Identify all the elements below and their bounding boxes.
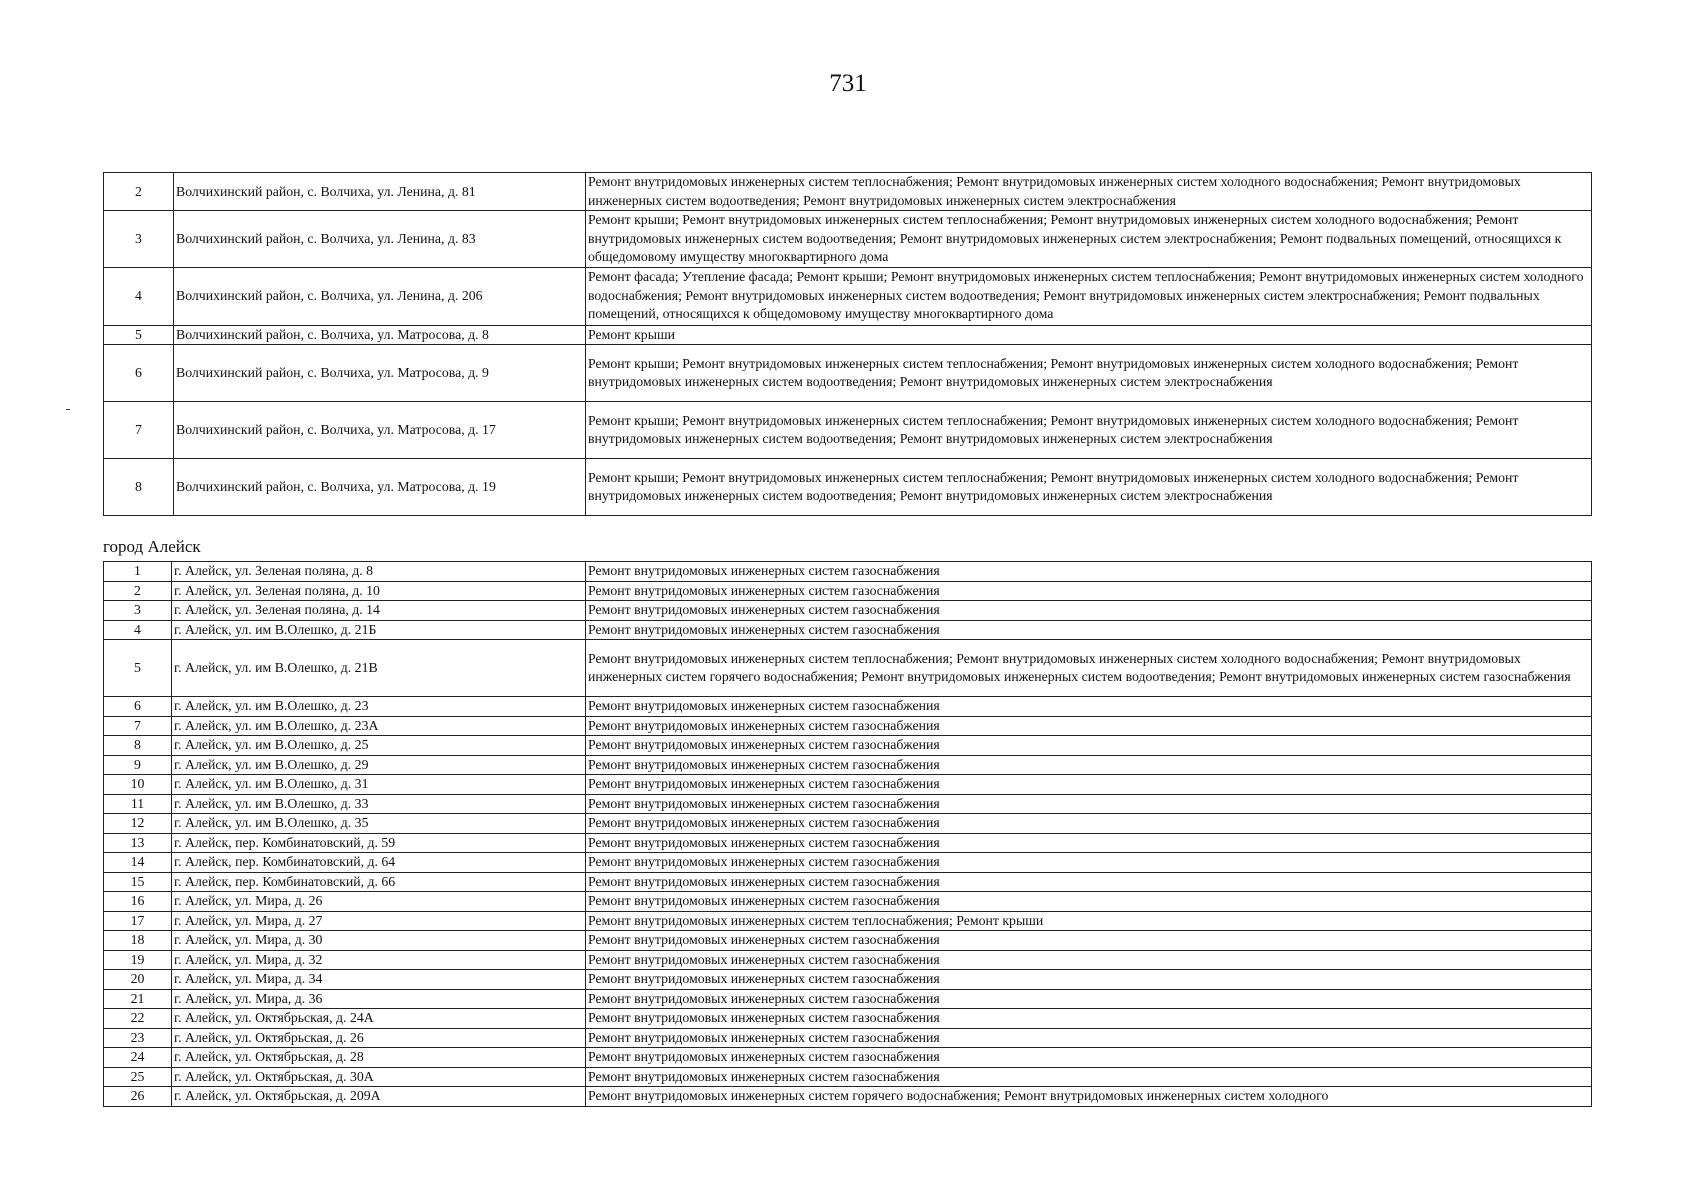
row-address: г. Алейск, ул. Зеленая поляна, д. 14 <box>172 601 586 621</box>
table-row <box>104 459 1592 516</box>
row-number: 21 <box>104 989 172 1009</box>
row-address: г. Алейск, ул. Мира, д. 27 <box>172 911 586 931</box>
row-address: Волчихинский район, с. Волчиха, ул. Ленина, д. 206 <box>174 267 586 325</box>
row-address: Волчихинский район, с. Волчиха, ул. Матросова, д. 19 <box>174 459 586 516</box>
row-works: Ремонт фасада; Утепление фасада; Ремонт крыши; Ремонт внутридомовых инженерных систем теплоснабжения; Ремонт внутридомовых инженерных систем холодного водоснабжения; Ремонт внутридомовых инженерных систем водоотведения; Ремонт внутридомовых инженерных систем электроснабжения; Ремонт подвальных помещений, относящихся к общедомовому имуществу многоквартирного дома <box>586 267 1592 325</box>
row-works: Ремонт крыши; Ремонт внутридомовых инженерных систем теплоснабжения; Ремонт внутридомовых инженерных систем холодного водоснабжения; Ремонт внутридомовых инженерных систем водоотведения; Ремонт внутридомовых инженерных систем электроснабжения <box>586 402 1592 459</box>
row-works: Ремонт внутридомовых инженерных систем газоснабжения <box>586 872 1592 892</box>
row-number: 5 <box>104 640 172 697</box>
row-address: г. Алейск, ул. Октябрьская, д. 24А <box>172 1009 586 1029</box>
row-address: г. Алейск, ул. им В.Олешко, д. 21В <box>172 640 586 697</box>
table-row <box>104 173 1592 211</box>
row-address: г. Алейск, ул. Мира, д. 34 <box>172 970 586 990</box>
table-row <box>104 697 1592 717</box>
row-works: Ремонт внутридомовых инженерных систем газоснабжения <box>586 794 1592 814</box>
row-works: Ремонт внутридомовых инженерных систем газоснабжения <box>586 853 1592 873</box>
table-row <box>104 640 1592 697</box>
table-row <box>104 1009 1592 1029</box>
row-works: Ремонт внутридомовых инженерных систем теплоснабжения; Ремонт внутридомовых инженерных систем холодного водоснабжения; Ремонт внутридомовых инженерных систем горячего водоснабжения; Ремонт внутридомовых инженерных систем водоотведения; Ремонт внутридомовых инженерных систем газоснабжения <box>586 640 1592 697</box>
row-address: Волчихинский район, с. Волчиха, ул. Матросова, д. 9 <box>174 345 586 402</box>
row-address: Волчихинский район, с. Волчиха, ул. Ленина, д. 83 <box>174 211 586 268</box>
row-address: г. Алейск, ул. Октябрьская, д. 28 <box>172 1048 586 1068</box>
row-works: Ремонт крыши; Ремонт внутридомовых инженерных систем теплоснабжения; Ремонт внутридомовых инженерных систем холодного водоснабжения; Ремонт внутридомовых инженерных систем водоотведения; Ремонт внутридомовых инженерных систем электроснабжения <box>586 345 1592 402</box>
row-address: г. Алейск, ул. Мира, д. 32 <box>172 950 586 970</box>
table-row <box>104 794 1592 814</box>
table-row <box>104 1087 1592 1107</box>
row-address: г. Алейск, ул. им В.Олешко, д. 35 <box>172 814 586 834</box>
row-works: Ремонт крыши <box>586 325 1592 345</box>
row-address: г. Алейск, ул. Мира, д. 36 <box>172 989 586 1009</box>
row-works: Ремонт внутридомовых инженерных систем газоснабжения <box>586 814 1592 834</box>
row-address: г. Алейск, ул. им В.Олешко, д. 25 <box>172 736 586 756</box>
row-number: 2 <box>104 173 174 211</box>
table-row <box>104 620 1592 640</box>
table-row <box>104 402 1592 459</box>
row-number: 17 <box>104 911 172 931</box>
row-address: г. Алейск, ул. Октябрьская, д. 26 <box>172 1028 586 1048</box>
row-works: Ремонт внутридомовых инженерных систем газоснабжения <box>586 950 1592 970</box>
row-number: 14 <box>104 853 172 873</box>
row-number: 23 <box>104 1028 172 1048</box>
table-row <box>104 601 1592 621</box>
row-number: 22 <box>104 1009 172 1029</box>
row-works: Ремонт внутридомовых инженерных систем газоснабжения <box>586 970 1592 990</box>
table-row <box>104 1067 1592 1087</box>
row-works: Ремонт внутридомовых инженерных систем газоснабжения <box>586 601 1592 621</box>
row-number: 25 <box>104 1067 172 1087</box>
table-row <box>104 736 1592 756</box>
row-number: 4 <box>104 267 174 325</box>
row-works: Ремонт внутридомовых инженерных систем газоснабжения <box>586 931 1592 951</box>
table-row <box>104 989 1592 1009</box>
page-number: 731 <box>829 70 867 97</box>
row-number: 5 <box>104 325 174 345</box>
row-address: г. Алейск, ул. им В.Олешко, д. 33 <box>172 794 586 814</box>
scan-speck <box>66 409 70 410</box>
row-works: Ремонт внутридомовых инженерных систем газоснабжения <box>586 1067 1592 1087</box>
row-works: Ремонт внутридомовых инженерных систем теплоснабжения; Ремонт внутридомовых инженерных систем холодного водоснабжения; Ремонт внутридомовых инженерных систем водоотведения; Ремонт внутридомовых инженерных систем электроснабжения <box>586 173 1592 211</box>
row-number: 12 <box>104 814 172 834</box>
row-number: 9 <box>104 755 172 775</box>
table-row <box>104 1048 1592 1068</box>
section-title-aleysk: город Алейск <box>103 537 201 556</box>
row-number: 2 <box>104 581 172 601</box>
table-row <box>104 814 1592 834</box>
row-number: 20 <box>104 970 172 990</box>
row-works: Ремонт внутридомовых инженерных систем газоснабжения <box>586 892 1592 912</box>
row-address: г. Алейск, пер. Комбинатовский, д. 66 <box>172 872 586 892</box>
row-number: 4 <box>104 620 172 640</box>
row-number: 8 <box>104 736 172 756</box>
row-number: 6 <box>104 345 174 402</box>
row-works: Ремонт внутридомовых инженерных систем газоснабжения <box>586 989 1592 1009</box>
table-row <box>104 775 1592 795</box>
table-row <box>104 716 1592 736</box>
table-row <box>104 581 1592 601</box>
row-number: 10 <box>104 775 172 795</box>
row-number: 3 <box>104 601 172 621</box>
row-works: Ремонт внутридомовых инженерных систем газоснабжения <box>586 833 1592 853</box>
row-works: Ремонт внутридомовых инженерных систем газоснабжения <box>586 775 1592 795</box>
table-row <box>104 1028 1592 1048</box>
table-row <box>104 833 1592 853</box>
row-number: 13 <box>104 833 172 853</box>
row-works: Ремонт внутридомовых инженерных систем теплоснабжения; Ремонт крыши <box>586 911 1592 931</box>
table-row <box>104 853 1592 873</box>
row-address: г. Алейск, ул. Мира, д. 30 <box>172 931 586 951</box>
row-address: г. Алейск, ул. Зеленая поляна, д. 10 <box>172 581 586 601</box>
table-row <box>104 211 1592 268</box>
row-address: Волчихинский район, с. Волчиха, ул. Матросова, д. 17 <box>174 402 586 459</box>
table-row <box>104 970 1592 990</box>
row-number: 24 <box>104 1048 172 1068</box>
row-address: г. Алейск, пер. Комбинатовский, д. 59 <box>172 833 586 853</box>
row-address: г. Алейск, ул. им В.Олешко, д. 31 <box>172 775 586 795</box>
row-number: 26 <box>104 1087 172 1107</box>
row-address: г. Алейск, ул. Зеленая поляна, д. 8 <box>172 562 586 582</box>
row-address: Волчихинский район, с. Волчиха, ул. Матросова, д. 8 <box>174 325 586 345</box>
row-address: г. Алейск, ул. им В.Олешко, д. 29 <box>172 755 586 775</box>
table-row <box>104 562 1592 582</box>
table-row <box>104 325 1592 345</box>
row-address: г. Алейск, ул. им В.Олешко, д. 23 <box>172 697 586 717</box>
row-number: 18 <box>104 931 172 951</box>
row-number: 16 <box>104 892 172 912</box>
table-row <box>104 755 1592 775</box>
row-number: 19 <box>104 950 172 970</box>
row-address: г. Алейск, ул. им В.Олешко, д. 23А <box>172 716 586 736</box>
row-works: Ремонт крыши; Ремонт внутридомовых инженерных систем теплоснабжения; Ремонт внутридомовых инженерных систем холодного водоснабжения; Ремонт внутридомовых инженерных систем водоотведения; Ремонт внутридомовых инженерных систем электроснабжения; Ремонт подвальных помещений, относящихся к общедомовому имуществу многоквартирного дома <box>586 211 1592 268</box>
row-address: г. Алейск, ул. Мира, д. 26 <box>172 892 586 912</box>
row-works: Ремонт внутридомовых инженерных систем газоснабжения <box>586 716 1592 736</box>
row-number: 11 <box>104 794 172 814</box>
row-address: г. Алейск, ул. Октябрьская, д. 209А <box>172 1087 586 1107</box>
row-address: Волчихинский район, с. Волчиха, ул. Ленина, д. 81 <box>174 173 586 211</box>
table-row <box>104 872 1592 892</box>
row-number: 7 <box>104 716 172 736</box>
row-number: 8 <box>104 459 174 516</box>
table-row <box>104 267 1592 325</box>
table-row <box>104 345 1592 402</box>
row-works: Ремонт внутридомовых инженерных систем газоснабжения <box>586 736 1592 756</box>
repair-table-volchikha <box>103 172 1592 516</box>
row-works: Ремонт внутридомовых инженерных систем газоснабжения <box>586 1048 1592 1068</box>
row-works: Ремонт внутридомовых инженерных систем газоснабжения <box>586 697 1592 717</box>
row-works: Ремонт внутридомовых инженерных систем газоснабжения <box>586 755 1592 775</box>
repair-table-aleysk <box>103 561 1592 1107</box>
row-address: г. Алейск, ул. им В.Олешко, д. 21Б <box>172 620 586 640</box>
row-works: Ремонт внутридомовых инженерных систем газоснабжения <box>586 620 1592 640</box>
row-works: Ремонт внутридомовых инженерных систем газоснабжения <box>586 562 1592 582</box>
row-number: 6 <box>104 697 172 717</box>
row-number: 15 <box>104 872 172 892</box>
row-address: г. Алейск, пер. Комбинатовский, д. 64 <box>172 853 586 873</box>
table-row <box>104 892 1592 912</box>
row-works: Ремонт внутридомовых инженерных систем газоснабжения <box>586 1009 1592 1029</box>
row-number: 1 <box>104 562 172 582</box>
row-works: Ремонт крыши; Ремонт внутридомовых инженерных систем теплоснабжения; Ремонт внутридомовых инженерных систем холодного водоснабжения; Ремонт внутридомовых инженерных систем водоотведения; Ремонт внутридомовых инженерных систем электроснабжения <box>586 459 1592 516</box>
table-row <box>104 911 1592 931</box>
row-works: Ремонт внутридомовых инженерных систем газоснабжения <box>586 1028 1592 1048</box>
row-works: Ремонт внутридомовых инженерных систем газоснабжения <box>586 581 1592 601</box>
table-row <box>104 950 1592 970</box>
row-number: 3 <box>104 211 174 268</box>
row-works: Ремонт внутридомовых инженерных систем горячего водоснабжения; Ремонт внутридомовых инженерных систем холодного <box>586 1087 1592 1107</box>
row-number: 7 <box>104 402 174 459</box>
row-address: г. Алейск, ул. Октябрьская, д. 30А <box>172 1067 586 1087</box>
table-row <box>104 931 1592 951</box>
